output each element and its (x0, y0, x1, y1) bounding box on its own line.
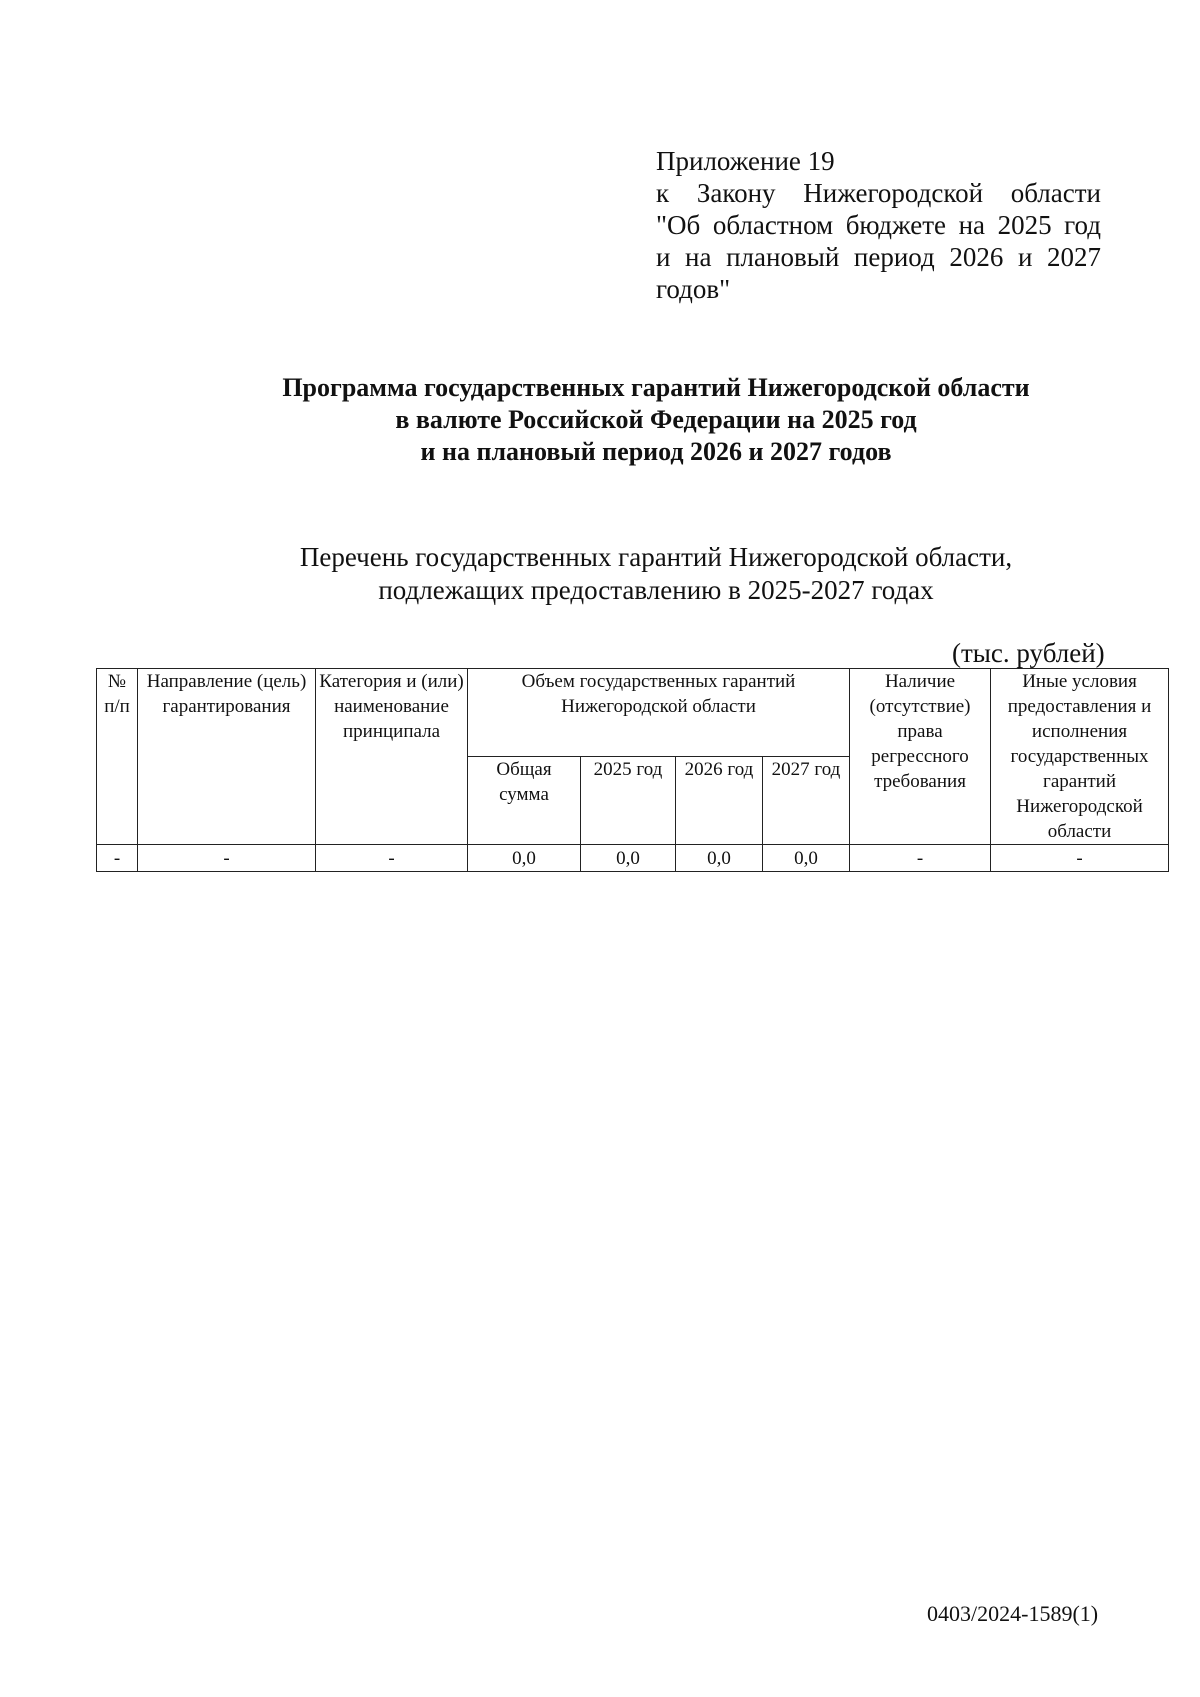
units-note: (тыс. рублей) (952, 638, 1105, 668)
appendix-line: и на плановый период 2026 и 2027 (656, 242, 1101, 272)
cell-total: 0,0 (468, 845, 581, 872)
cell-number: - (97, 845, 138, 872)
list-heading (150, 541, 1162, 607)
header-category: Категория и (или) наименование принципала (316, 669, 468, 845)
cell-direction: - (138, 845, 316, 872)
appendix-note (656, 145, 1101, 305)
subtitle-line: Перечень государственных гарантий Нижегородской области, (299, 542, 1013, 572)
appendix-line: годов" (656, 274, 731, 304)
header-recourse: Наличие (отсутствие) права регрессного требования (850, 669, 991, 845)
cell-2025: 0,0 (581, 845, 676, 872)
title-line: и на плановый период 2026 и 2027 годов (420, 437, 892, 466)
header-volume-group: Объем государственных гарантий Нижегородской области (468, 669, 850, 757)
header-total: Общая сумма (468, 757, 581, 845)
document-title (150, 372, 1162, 468)
cell-other-conditions: - (991, 845, 1169, 872)
cell-recourse: - (850, 845, 991, 872)
title-line: Программа государственных гарантий Нижегородской области (282, 373, 1030, 402)
header-number: № п/п (97, 669, 138, 845)
subtitle-line: подлежащих предоставлению в 2025-2027 годах (378, 575, 934, 605)
title-line: в валюте Российской Федерации на 2025 год (395, 405, 917, 434)
header-direction: Направление (цель) гарантирования (138, 669, 316, 845)
appendix-line: Приложение 19 (656, 146, 835, 176)
cell-2026: 0,0 (676, 845, 763, 872)
cell-category: - (316, 845, 468, 872)
document-number: 0403/2024-1589(1) (927, 1601, 1099, 1626)
appendix-line: к Закону Нижегородской области (656, 178, 1101, 208)
header-2026: 2026 год (676, 757, 763, 845)
header-other-conditions: Иные условия предоставления и исполнения государственных гарантий Нижегородской области (991, 669, 1169, 845)
cell-2027: 0,0 (763, 845, 850, 872)
guarantees-table (96, 668, 1169, 872)
appendix-line: "Об областном бюджете на 2025 год (656, 210, 1101, 240)
table-row (97, 845, 1169, 872)
header-2027: 2027 год (763, 757, 850, 845)
header-2025: 2025 год (581, 757, 676, 845)
